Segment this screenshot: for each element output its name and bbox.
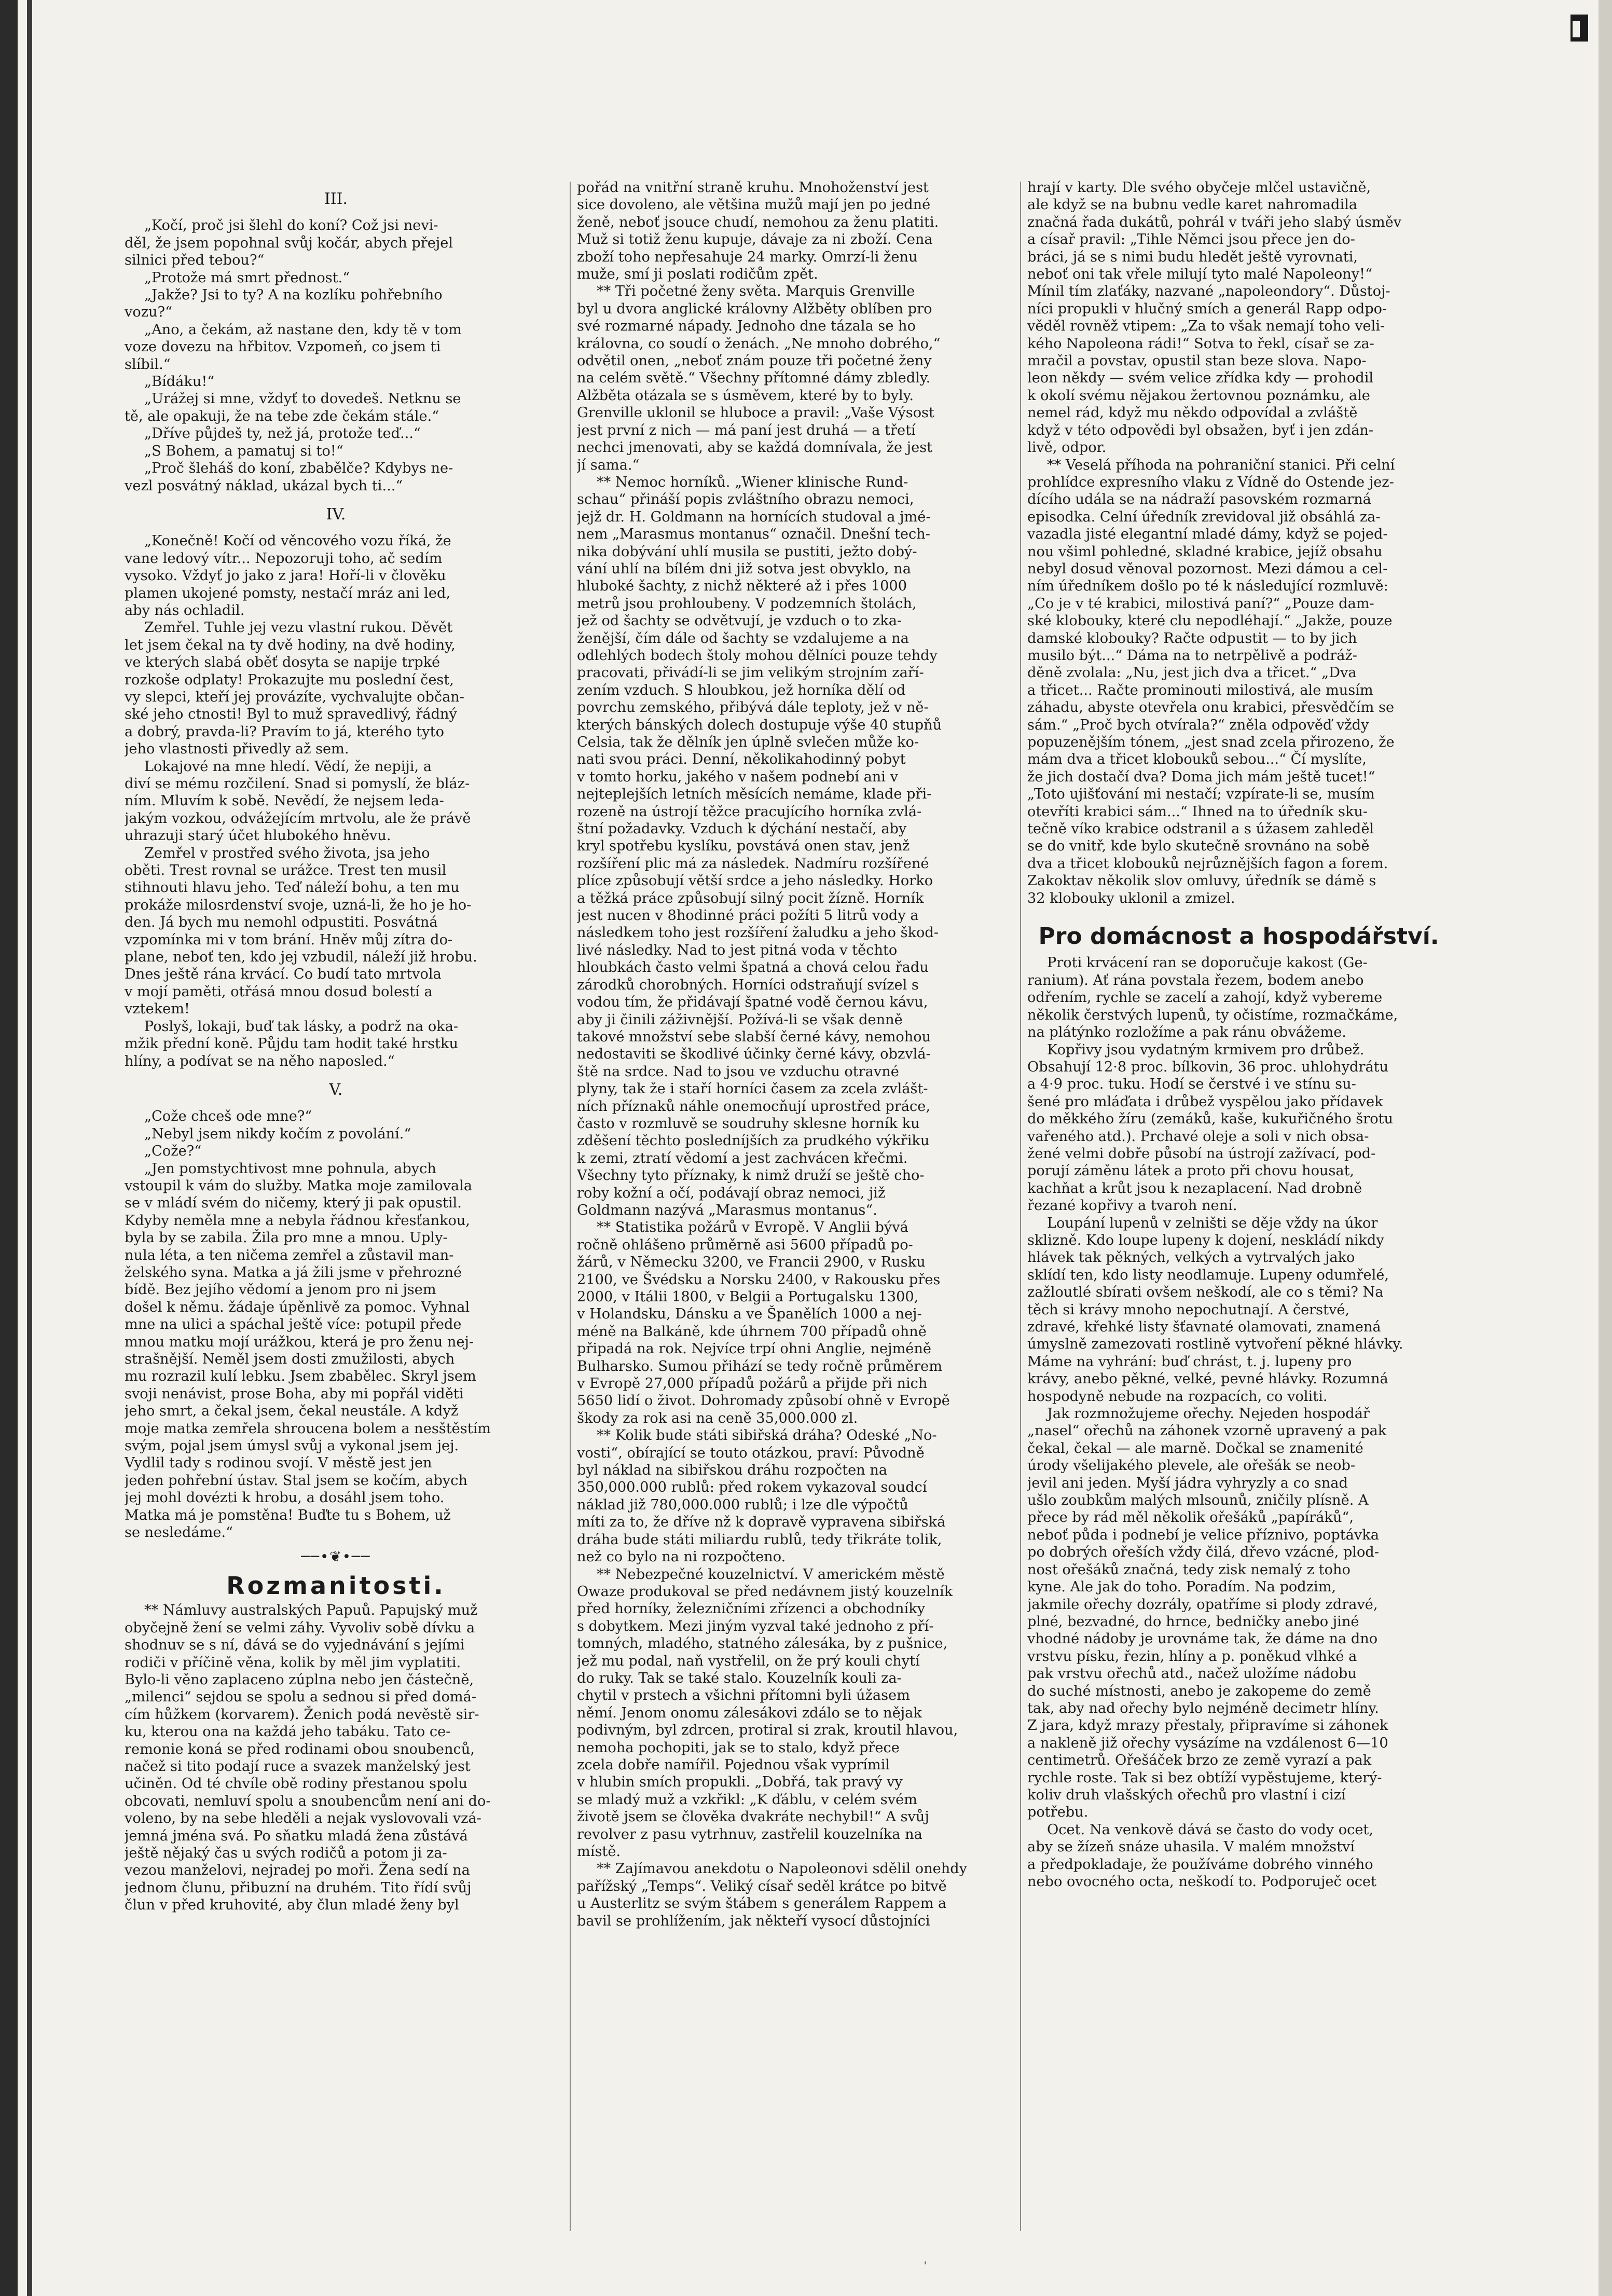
- paragraph: „Ano, a čekám, až nastane den, kdy tě v tom voze dovezu na hřbitov. Vzpomeň, co jsem ti slíbil.“: [125, 321, 462, 373]
- scan-left-edge: [0, 0, 18, 2296]
- paragraph: pořád na vnitřní straně kruhu. Mnohoženství jest sice dovoleno, ale většina mužů mají jen po jedné ženě, neboť jsouce chudí, nemohou za ženu platiti. Muž si totiž ženu kupuje, dávaje za ni zboží. Cena zboží toho nepřesahuje 24 marky. Omrzí-li ženu muže, smí ji poslati rodičům zpět.: [577, 180, 939, 283]
- column-3: [1027, 179, 1450, 2242]
- paragraph: ** Veselá příhoda na pohraniční stanici. Při celní prohlídce expresního vlaku z Vídně do Ostende jez- dícího udála se na nádraží pasovském rozmarná episodka. Celní úředník zrevidoval již obsáhlá za- vazadla jisté elegantní mladé dámy, když se pojed- nou všiml pohledné, skladné krabice, jejíž obsahu nebyl dosud věnoval pozornost. Mezi dámou a cel- ním úředníkem došlo po té k následující rozmluvě: „Co je v té krabici, milostivá paní?“ „Pouze dam- ské klobouky, které clu nepodléhají.“ „Jakže, pouze damské klobouky? Račte odpustit — to by jich musilo být...“ Dáma na to netrpělivě a podráž- děně zvolala: „Nu, jest jich dva a třicet.“ „Dva a třicet... Račte prominouti milostivá, ale musím záhadu, abyste otevřela onu krabici, přesvědčím se sám.“ „Proč bych otvírala?“ zněla odpověď vždy popuzenějším tónem, „jest snad zcela přirozeno, že mám dva a třicet klobouků sebou...“ Čí myslíte, že jich dostačí dva? Doma jich mám ještě tucet!“ „Toto ujišťování mi nestačí; vzpírate-li se, musím otevříti krabici sám...“ Ihned na to úředník sku- tečně víko krabice odstranil a s úžasem zahleděl se do vnitř, kde bylo skutečně srovnáno na sobě dva a třicet klobouků nejrůznějších fagon a forem. Zakoktav několik slov omluvy, úředník se dámě s 32 klobouky uklonil a zmizel.: [1027, 457, 1395, 906]
- column-rule-1: [570, 182, 571, 2231]
- paragraph: ** Nebezpečné kouzelnictví. V americkém městě Owaze produkoval se před nedávnem jistý kouzelník před horníky, železničními zřízenci a obchodníky s dobytkem. Mezi jiným vyzval také jednoho z pří- tomných, mladého, statného zálesáka, by z pušnice, jež mu podal, naň vystřelil, on že prý kouli chytí do ruky. Tak se také stalo. Kouzelník kouli za- chytil v prstech a všichni přítomni byli úžasem němí. Jenom onomu zálesákovi zdálo se to nějak podivným, byl zdrcen, protiral si zrak, kroutil hlavou, nemoha pochopiti, jak se to stalo, když přece zcela dobře namířil. Pojednou však vyprímil v hlubin smích propukli. „Dobřá, tak pravý vy se mladý muž a vzkřikl: „K ďáblu, v celém svém životě jsem se člověka dvakráte nechybil!“ A svůj revolver z pasu vytrhnuv, zastřelil kouzelníka na místě.: [577, 1566, 958, 1860]
- paragraph: Jak rozmnožujeme ořechy. Nejeden hospodář „nasel“ ořechů na záhonek vzorně upravený a pak čekal, čekal — ale marně. Dočkal se znamenité úrody všelijakého plevele, ale ořešák se neob- jevil ani jeden. Myší jádra vyhryzly a co snad ušlo zoubkům malých mlsounů, zničily plísně. A přece by rád měl několik ořešáků „papíráků“, neboť půda i podnebí je velice příznivo, poptávka po dobrých ořeších vždy čilá, dřevo vzácné, plod- nost ořešáků značná, tedy zisk nemalý z toho kyne. Ale jak do toho. Poradím. Na podzim, jakmile ořechy dozrály, opatříme si plody zdravé, plné, bezvadné, do hrnce, bedničky anebo jiné vhodné nádoby je urovnáme tak, že dáme na dno vrstvu písku, řezin, hlíny a p. poněkud vlhké a pak vrstvu ořechů atd., načež uložíme nádobu do suché místnosti, anebo je zakopeme do země tak, aby nad ořechy bylo nejméně decimetr hlíny. Z jara, když mrazy přestaly, připravíme si záhonek a nakleně již ořechy vysázíme na vzdálenost 6—10 centimetrů. Ořešáček brzo ze země vyrazí a pak rychle roste. Tak si bez obtíží vypěstujeme, který- koliv druh vlašských ořechů pro vlastní i cizí potřebu.: [1027, 1406, 1388, 1821]
- paragraph: „Jakže? Jsi to ty? A na kozlíku pohřebního vozu?“: [125, 287, 443, 321]
- paragraph: „Jen pomstychtivost mne pohnula, abych vstoupil k vám do služby. Matka moje zamilovala se v mládí svém do ničemy, který ji pak opustil. Kdyby neměla mne a nebyla řádnou křesťankou, byla by se zabila. Žila pro mne a mnou. Uply- nula léta, a ten ničema zemřel a zůstavil man- želského syna. Matka a já žili jsme v přehrozné bídě. Bez jejího vědomí a jenom pro ni jsem došel k němu. žádaje úpěnlivě za pomoc. Vyhnal mne na ulici a spáchal ještě více: potupil přede mnou matku mojí urážkou, která je pro ženu nej- strašnější. Neměl jsem dosti zmužilosti, abych mu rozrazil kulí lebku. Jsem zbabělec. Skryl jsem svoji nenávist, prose Boha, aby mi popřál viděti jeho smrt, a čekal jsem, čekal neustále. A když moje matka zemřela shroucena bolem a nesštěstím svým, pojal jsem úmysl svůj a vykonal jsem jej. Vydlil tady s rodinou svojí. V městě jest jen jeden pohřební ústav. Stal jsem se kočím, abych jej mohl dovézti k hrobu, a dosáhl jsem toho. Matka má je pomstěna! Buďte tu s Bohem, už se nesledáme.“: [125, 1160, 491, 1541]
- ornament-divider: ──•❦•──: [301, 1549, 371, 1565]
- paragraph: Kopřivy jsou vydatným krmivem pro drůbež. Obsahují 12·8 proc. bílkovin, 36 proc. uhlohydrátu a 4·9 proc. tuku. Hodí se čerstvé i ve stínu su- šené pro mláďata i drůbež vyspělou jako přídavek do měkkého žíru (zemáků, kaše, kukuřičného šrotu vařeného atd.). Prchavé oleje a soli v nich obsa- žené velmi dobře působí na ústrojí zažívací, pod- porují záměnu látek a proto při chovu housat, kachňat a krůt jsou k nezaplacení. Nad drobně řezané kopřivy a tvaroh není.: [1027, 1041, 1394, 1214]
- paragraph: „Nebyl jsem nikdy kočím z povolání.“: [144, 1125, 411, 1142]
- paragraph: hrají v karty. Dle svého obyčeje mlčel ustavičně, ale když se na bubnu vedle karet nahromadila značná řada dukátů, pohrál v tváři jeho slabý úsměv a císař pravil: „Tihle Němci jsou přece jen do- bráci, já se s nimi budu hledět ještě vyrovnati, neboť oni tak vřele milují tyto malé Napoleony!“ Mínil tím zlaťáky, nazvané „napoleondory“. Důstoj- níci propukli v hlučný smích a generál Rapp odpo- věděl rovněž vtipem: „Za to však nemají toho veli- kého Napoleona rádi!“ Sotva to řekl, císař se za- mračil a povstav, opustil stan beze slova. Napo- leon někdy — svém velice zřídka kdy — prohodil k okolí svému nějakou žertovnou poznámku, ale nemel rád, když mu někdo odpovídal a zvláště když v této odpovědi byl obsažen, byť i jen zdán- livě, odpor.: [1027, 180, 1402, 456]
- heading-v: V.: [329, 1080, 343, 1099]
- column-2: [577, 179, 1000, 2242]
- paragraph: ** Zajímavou anekdotu o Napoleonovi sdělil onehdy pařížský „Temps“. Veliký císař seděl krátce po bitvě u Austerlitz se svým štábem s generálem Rappem a bavil se prohlížením, jak někteří vysocí důstojníci: [577, 1861, 967, 1929]
- paragraph: Proti krvácení ran se doporučuje kakost (Ge- ranium). Ať rána povstala řezem, bodem anebo odřením, rychle se zacelí a zahojí, když vybereme několik čerstvých lupenů, ty očistíme, rozmačkáme, na plátýnko rozložíme a pak ránu obvážeme.: [1027, 955, 1398, 1041]
- paragraph: Poslyš, lokaji, buď tak lásky, a podrž na oka- mžik přední koně. Půjdu tam hodit také hrstku hlíny, a podívat se na něho naposled.“: [125, 1018, 459, 1069]
- heading-iv: IV.: [326, 505, 346, 524]
- heading-iii: III.: [324, 190, 348, 208]
- section-title-domacnost: Pro domácnost a hospodářství.: [1038, 923, 1439, 950]
- paragraph: Ocet. Na venkově dává se často do vody ocet, aby se žízeň snáze uhasila. V malém množství a předpokladaje, že používáme dobrého vinného nebo ovocného octa, neškodí to. Podporuječ ocet: [1027, 1821, 1376, 1890]
- paragraph: ** Tři početné ženy světa. Marquis Grenville byl u dvora anglické královny Alžběty oblíben pro své rozmarné nápady. Jednoho dne tázala se ho královna, co soudí o ženách. „Ne mnoho dobrého,“ odvětil onen, „neboť znám pouze tři početné ženy na celém světě.“ Všechny přítomné dámy zbledly. Alžběta otázala se s úsměvem, které by to byly. Grenville uklonil se hluboce a pravil: „Vaše Výsost jest první z nich — má paní jest druhá — a třetí nechci jmenovati, aby se každá domnívala, že jest jí sama.“: [577, 283, 941, 473]
- paragraph: Loupání lupenů v zelništi se děje vždy na úkor sklizně. Kdo loupe lupeny k dojení, neskládí nikdy hlávek tak pěkných, velkých a vytrvalých jako sklídí ten, kdo listy neodlamuje. Lupeny odumřelé, zažloutlé sbírati ovšem neškodí, ale co s těmi? Na těch si krávy mnoho nepochutnají. A čerstvé, zdravé, křehké listy šťavnaté olamovati, znamená úmyslně zamezovati rostlině vytvoření pěkné hlávky. Máme na vyhrání: buď chrást, t. j. lupeny pro krávy, anebo pěkné, velké, pevné hlávky. Rozumná hospodyně nebude na rozpacích, co voliti.: [1027, 1215, 1403, 1405]
- paragraph: „Urážej si mne, vždyť to dovedeš. Netknu se tě, ale opakuji, že na tebe zde čekám stále.“: [125, 391, 461, 424]
- paragraph: „Bídáku!“: [144, 374, 215, 390]
- scan-right-edge: [1599, 0, 1612, 2296]
- paragraph: Lokajové na mne hledí. Vědí, že nepiji, a diví se mému rozčilení. Snad si pomyslí, že bláz- ním. Mluvím k sobě. Nevědí, že nejsem leda- jakým vozkou, odvážejícím mrtvolu, ale že právě uhrazuji starý účet hlubokého hněvu.: [125, 758, 471, 844]
- paragraph: Zemřel v prostřed svého života, jsa jeho oběti. Trest rovnal se urážce. Trest ten musil stihnouti hlavu jeho. Teď náleží bohu, a ten mu prokáže milosrdenství svoje, uzná-li, že ho je ho- den. Já bych mu nemohl odpustiti. Posvátná vzpomínka mi v tom brání. Hněv můj zítra do- plane, neboť ten, kdo jej vzbudil, náleží již hrobu. Dnes ještě rána krvácí. Co budí tato mrtvola v mojí paměti, otřásá mnou dosud bolestí a vztekem!: [125, 845, 477, 1018]
- paragraph: ** Statistika požárů v Evropě. V Anglii bývá ročně ohlášeno průměrně asi 5600 případů po- žárů, v Německu 3200, ve Francii 2900, v Rusku 2100, ve Švédsku a Norsku 2400, v Rakousku přes 2000, v Itálii 1800, v Belgii a Portugalsku 1300, v Holandsku, Dánsku a ve Španělích 1000 a nej- méně na Balkáně, kde úhrnem 700 případů ohně připadá na rok. Nejvíce trpí ohni Anglie, nejméně Bulharsko. Sumou přihází se tedy ročně průměrem v Evropě 27,000 případů požárů a přijde při nich 5650 lidí o život. Dohromady způsobí ohně v Evropě škody za rok asi na ceně 35,000.000 zl.: [577, 1219, 950, 1426]
- column-1: [125, 179, 547, 2242]
- paragraph: ** Kolik bude státi sibiřská dráha? Odeské „No- vosti“, obírající se touto otázkou, praví: Původně byl náklad na sibiřskou dráhu rozpočten na 350,000.000 rublů: před rokem vykazoval soudcí náklad již 780,000.000 rublů; i lze dle výpočtů míti za to, že dříve nž k dopravě vypravena sibiřská dráha bude státi miliardu rublů, tedy třikráte tolik, než co bylo na ni rozpočteno.: [577, 1427, 946, 1565]
- scan-left-gutter: [27, 0, 32, 2296]
- corner-mark-inner: [1573, 21, 1580, 37]
- column-rule-2: [1020, 182, 1021, 2231]
- paragraph: „Konečně! Kočí od věncového vozu říká, že vane ledový vítr... Nepozoruji toho, ač sedím vysoko. Vždyť jo jako z jara! Hoří-li v člověku plamen ukojené pomsty, nestačí mráz ani led, aby nás ochladil.: [125, 533, 451, 618]
- spacer: [1027, 907, 1450, 918]
- paragraph: Zemřel. Tuhle jej vezu vlastní rukou. Děvět let jsem čekal na ty dvě hodiny, na dvě hodiny, ve kterých slabá oběť dosyta se napije trpké rozkoše odplaty! Prokazujte mu poslední čest, vy slepci, kteří jej provázíte, vychvalujte občan- ské jeho ctnosti! Byl to muž spravedlivý, řádný a dobrý, pravda-li? Pravím to já, kterého tyto jeho vlastnosti přivedly až sem.: [125, 620, 464, 758]
- paragraph: ** Nemoc horníků. „Wiener klinische Rund- schau“ přináší popis zvláštního obrazu nemoci, jejž dr. H. Goldmann na hornících studoval a jmé- nem „Marasmus montanus“ označil. Dnešní tech- nika dobývání uhlí musila se pustiti, ježto dobý- vání uhlí na bílém dni již sotva jest obvyklo, na hluboké šachty, z nichž některé až i přes 1000 metrů jsou prohloubeny. V podzemních štolách, jež od šachty se odvětvují, je vzduch o to zka- ženější, čím dále od šachty se vzdalujeme a na odlehlých bodech štoly mohou dělníci pouze tehdy pracovati, přivádí-li se jim velikým strojním zaří- zením vzduch. S hloubkou, jež horníka dělí od povrchu zemského, přibývá dále teploty, jež v ně- kterých bánských dolech dostupuje výše 40 stupňů Celsia, tak že dělník jen úplně svlečen může ko- nati svou práci. Denní, několikahodinný pobyt v tomto horku, jakého v našem podnebí ani v nejteplejších letních měsících nemáme, klade při- rozeně na ústrojí těžce pracujícího horníka zvlá- štní požadavky. Vzduch k dýchání nestačí, aby kryl spotřebu kyslíku, povstává onen stav, jenž rozšíření plic má za následek. Nadmíru rozšířené plíce způsobují větší srdce a jeho následky. Horko a těžká práce způsobují silný pocit žízně. Horník jest nucen v 8hodinné práci požíti 5 litrů vody a následkem toho jest rozšíření žaludku a jeho škod- livé následky. Nad to jest pitná voda v těchto hloubkách často velmi špatná a chová celou řadu zárodků chorobných. Horníci odstraňují svízel s vodou tím, že přidávají špatné vodě černou kávu, aby ji činili záživnější. Požívá-li se však denně takové množství sebe slabší černé kávy, nemohou nedostaviti se škodlivé účinky černé kávy, obzvlá- ště na srdce. Nad to jsou ve vzduchu otravné plyny, tak že i staří horníci časem za zcela zvlášt- ních příznaků náhle onemocňují uprostřed práce, často v rozmluvě se soudruhy sklesne horník ku zděšení těchto posledníjších za prudkého výkřiku k zemi, ztratí vědomí a jest zachvácen křečmi. Všechny tyto příznaky, k nimž druží se ještě cho- roby kožní a očí, podávají obraz nemoci, již Goldmann nazývá „Marasmus montanus“.: [577, 474, 942, 1218]
- paragraph: „Cože chceš ode mne?“: [144, 1108, 312, 1125]
- paragraph: „Proč šleháš do koní, zbabělče? Kdybys ne- vezl posvátný náklad, ukázal bych ti...“: [125, 460, 453, 494]
- paragraph: „Cože?“: [144, 1143, 202, 1160]
- paragraph: „Kočí, proč jsi šlehl do koní? Což jsi nevi- děl, že jsem popohnal svůj kočár, abych přejel silnici před tebou?“: [125, 217, 453, 269]
- paragraph: „Dříve půjdeš ty, než já, protože teď...“: [144, 425, 421, 442]
- paragraph: „S Bohem, a pamatuj si to!“: [144, 443, 343, 459]
- paragraph: ** Námluvy australských Papuů. Papujský muž obyčejně žení se velmi záhy. Vyvoliv sobě dívku a shodnuv se s ní, dává se do vyjednávání s jejími rodiči v příčině věna, kolik by měl jim vyplatiti. Bylo-li věno zaplaceno zúplna nebo jen částečně, „milenci“ sejdou se spolu a sednou si před domá- cím hůžkem (korvarem). Ženich podá nevěstě sir- ku, kterou ona na každá jeho tabáku. Tato ce- remonie koná se před rodinami obou snoubenců, načež si tito podají ruce a svazek manželský jest učiněn. Od té chvíle obě rodiny přestanou spolu obcovati, nemluví spolu a snoubencům není ani do- voleno, by na sebe hleděli a nejak vyslovovali vzá- jemná jména svá. Po sňatku mladá žena zůstává ještě nějaký čas u svých rodičů a potom ji za- vezou manželovi, nejradej po moři. Žena sedí na jednom člunu, přibuzní na druhém. Tito řídí svůj člun v před kruhovité, aby člun mladé ženy byl: [125, 1602, 491, 1914]
- footer-mark: ˈ: [924, 2260, 927, 2274]
- section-title-rozmanitosti: Rozmanitosti.: [226, 1571, 446, 1600]
- paragraph: „Protože má smrt přednost.“: [144, 269, 350, 286]
